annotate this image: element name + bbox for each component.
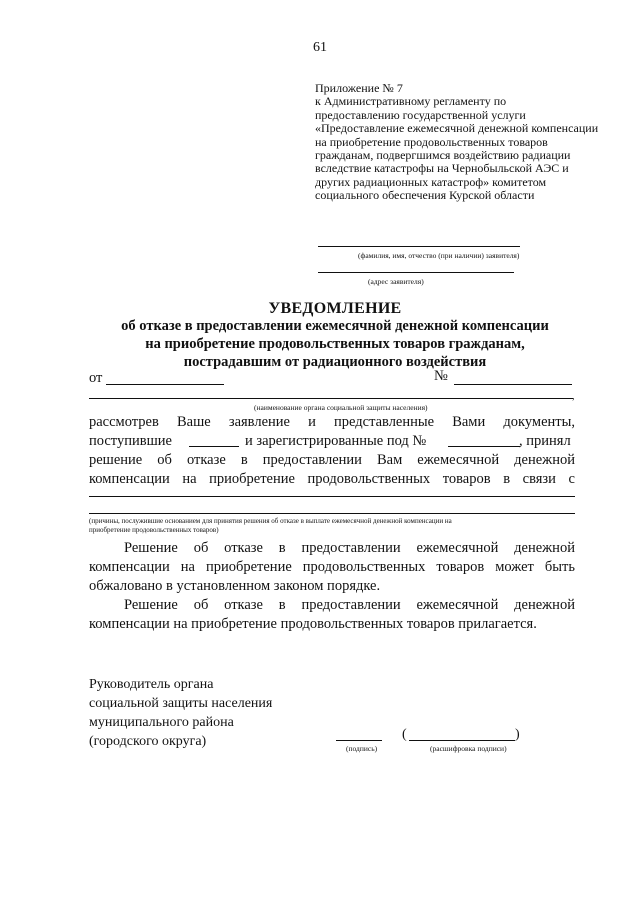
word: предоставлении [301, 597, 401, 613]
signer-line: муниципального района [89, 715, 234, 730]
body-line-2-mid: и зарегистрированные под № [245, 433, 427, 449]
appendix-line: на приобретение продовольственных товаров [315, 134, 548, 149]
word: ежемесячной [417, 452, 500, 468]
word: Решение [124, 597, 178, 613]
body-line-3 [89, 452, 575, 469]
applicant-name-line [318, 246, 520, 247]
appendix-header [315, 82, 615, 203]
word: об [193, 597, 209, 613]
word: решение [89, 452, 143, 468]
word: товаров [436, 559, 485, 575]
notice-subtitle-line: об отказе в предоставлении ежемесячной денежной компенсации [121, 318, 549, 334]
word: отказе [186, 452, 226, 468]
signer-line: Руководитель органа [89, 677, 214, 692]
appendix-line: социального обеспечения Курской области [315, 188, 535, 203]
notice-subtitle-line: на приобретение продовольственных товаров гражданам, [145, 336, 525, 352]
number-line [454, 384, 572, 385]
body-line-2-end: , принял [519, 433, 571, 449]
word: продовольственных [307, 471, 431, 487]
signature-caption: (подпись) [346, 744, 378, 753]
word: быть [544, 559, 575, 575]
decode-caption: (расшифровка подписи) [430, 744, 507, 753]
word: об [193, 540, 209, 556]
word: денежной [514, 452, 575, 468]
body-line-4 [89, 471, 575, 488]
word: на [182, 471, 197, 487]
applicant-name-caption: (фамилия, имя, отчество (при наличии) заявителя) [358, 251, 520, 260]
appendix-line: к Административному регламенту по [315, 94, 507, 109]
appendix-line: вследствие катастрофы на Чернобыльской АЭС и [315, 161, 569, 176]
notice-subtitle-line: пострадавшим от радиационного воздействия [183, 354, 487, 370]
word: рассмотрев [89, 414, 159, 430]
notice-title: УВЕДОМЛЕНИЕ [268, 300, 402, 317]
decode-line [409, 740, 515, 741]
word: в [278, 540, 286, 556]
appendix-line: гражданам, подвергшимся воздействию радиации [315, 148, 571, 163]
org-line-comma: , [572, 391, 575, 402]
decode-close-paren: ) [515, 727, 520, 742]
word: об [157, 452, 172, 468]
word: заявление [228, 414, 290, 430]
word: денежной [514, 597, 575, 613]
paragraph-3-line-2: компенсации на приобретение продовольственных товаров прилагается. [89, 616, 537, 632]
date-line [106, 384, 224, 385]
word: компенсации [89, 559, 170, 575]
appendix-line: «Предоставление ежемесячной денежной компенсации [315, 121, 599, 136]
page-number: 61 [313, 40, 327, 55]
appendix-line: Приложение № 7 [315, 81, 403, 95]
applicant-address-caption: (адрес заявителя) [368, 277, 424, 286]
word: денежной [514, 540, 575, 556]
word: предоставлении [262, 452, 362, 468]
word: приобретение [205, 559, 292, 575]
paragraph-2-line-3: обжаловано в установленном законом порядке. [89, 578, 381, 594]
word: представленные [334, 414, 435, 430]
reason-caption: приобретение продовольственных товаров) [89, 526, 219, 534]
paragraph-2-line-1 [124, 540, 575, 557]
applicant-address-line [318, 272, 514, 273]
word: в [278, 597, 286, 613]
word: компенсации [89, 471, 170, 487]
word: и [308, 414, 316, 430]
paragraph-3-line-1 [124, 597, 575, 614]
word: Решение [124, 540, 178, 556]
reason-line-1 [89, 496, 575, 497]
word: Ваше [176, 414, 211, 430]
signer-line: (городского округа) [89, 734, 207, 749]
registration-number-line [448, 446, 520, 447]
from-label: от [89, 370, 103, 386]
word: на [180, 559, 195, 575]
word: ежемесячной [416, 540, 499, 556]
appendix-line: других радиационных катастроф» комитетом [315, 174, 547, 189]
decode-open-paren: ( [402, 727, 407, 742]
signature-line [336, 740, 382, 741]
reason-caption: (причины, послужившие основанием для принятия решения об отказе в выплате ежемесячной денежной компенсации на [89, 517, 452, 525]
word: Вам [376, 452, 403, 468]
word: связи [522, 471, 556, 487]
word: товаров [442, 471, 491, 487]
reason-line-2 [89, 513, 575, 514]
appendix-line: предоставлению государственной услуги [315, 107, 526, 122]
word: Вами [452, 414, 486, 430]
paragraph-2-line-2 [89, 559, 575, 576]
org-line [89, 398, 573, 399]
word: предоставлении [301, 540, 401, 556]
word: приобретение [209, 471, 295, 487]
word: может [495, 559, 534, 575]
word: отказе [224, 540, 263, 556]
word: в [240, 452, 248, 468]
word: ежемесячной [416, 597, 499, 613]
body-line-2-start: поступившие [89, 433, 172, 449]
word: с [568, 471, 575, 487]
word: в [503, 471, 511, 487]
signer-line: социальной защиты населения [89, 696, 273, 711]
body-line-1 [89, 414, 575, 431]
word: документы, [503, 414, 575, 430]
number-label: № [434, 368, 448, 384]
received-date-line [189, 446, 239, 447]
org-caption: (наименование органа социальной защиты населения) [254, 403, 428, 412]
word: отказе [224, 597, 263, 613]
word: продовольственных [302, 559, 426, 575]
